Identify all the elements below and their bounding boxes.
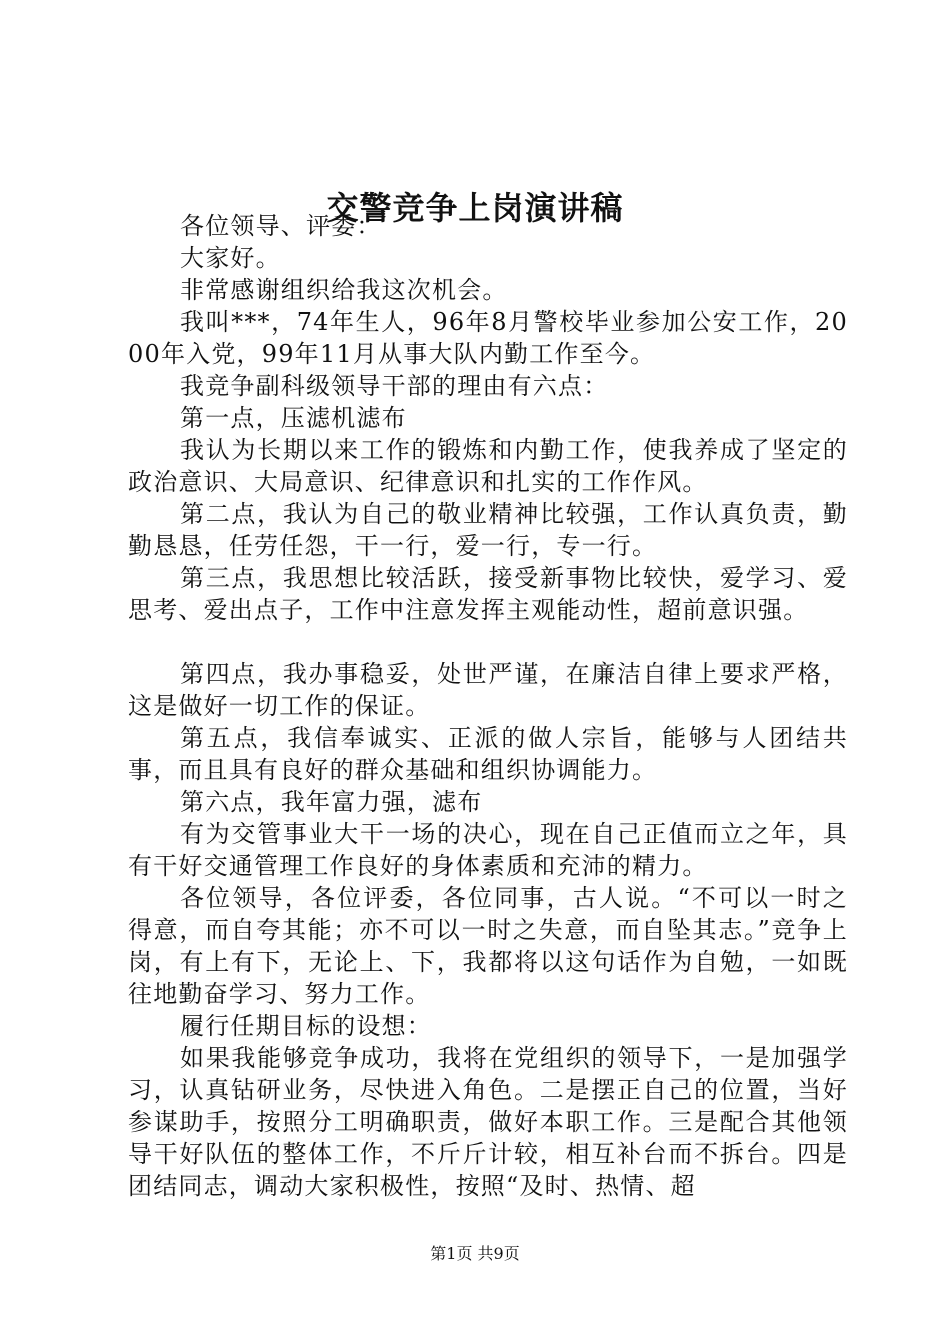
paragraph-thanks: 非常感谢组织给我这次机会。 — [180, 276, 508, 304]
page-footer: 第1页 共9页 — [430, 1244, 520, 1263]
document-title: 交警竞争上岗演讲稿 — [326, 189, 624, 227]
paragraph-point-2: 第二点，我认为自己的敬业精神比较强，工作认真负责，勤勤恳恳，任劳任怨，干一行，爱一行，专一行。 — [128, 500, 848, 560]
paragraph-intro: 我叫***，74年生人，96年8月警校毕业参加公安工作，2000年入党，99年11月从事大队内勤工作至今。 — [128, 308, 848, 368]
paragraph-closing: 各位领导，各位评委，各位同事，古人说。“不可以一时之得意，而自夸其能；亦不可以一时之失意，而自坠其志。”竞争上岗，有上有下，无论上、下，我都将以这句话作为自勉，一如既往地勤奋学习、努力工作。 — [128, 884, 848, 1008]
paragraph-spacer — [128, 626, 848, 658]
paragraph-reasons-heading: 我竞争副科级领导干部的理由有六点： — [180, 372, 609, 400]
paragraph-point-4: 第四点，我办事稳妥，处世严谨，在廉洁自律上要求严格，这是做好一切工作的保证。 — [128, 660, 848, 720]
paragraph-point-1: 我认为长期以来工作的锻炼和内勤工作，使我养成了坚定的政治意识、大局意识、纪律意识和扎实的工作作风。 — [128, 436, 848, 496]
paragraph-point-5: 第五点，我信奉诚实、正派的做人宗旨，能够与人团结共事，而且具有良好的群众基础和组织协调能力。 — [128, 724, 848, 784]
paragraph-greeting: 各位领导、评委： — [180, 212, 382, 240]
paragraph-hello: 大家好。 — [180, 244, 281, 272]
paragraph-point-6-heading: 第六点，我年富力强，滤布 — [180, 788, 483, 816]
paragraph-point-3: 第三点，我思想比较活跃，接受新事物比较快，爱学习、爱思考、爱出点子，工作中注意发挥主观能动性，超前意识强。 — [128, 564, 848, 624]
paragraph-goals: 如果我能够竞争成功，我将在党组织的领导下，一是加强学习，认真钻研业务，尽快进入角色。二是摆正自己的位置，当好参谋助手，按照分工明确职责，做好本职工作。三是配合其他领导干好队伍的整体工作，不斤斤计较，相互补台而不拆台。四是团结同志，调动大家积极性，按照“及时、热情、超 — [128, 1044, 848, 1200]
paragraph-point-6: 有为交管事业大干一场的决心，现在自己正值而立之年，具有干好交通管理工作良好的身体素质和充沛的精力。 — [128, 820, 848, 880]
paragraph-point-1-heading: 第一点，压滤机滤布 — [180, 404, 407, 432]
paragraph-goals-heading: 履行任期目标的设想： — [180, 1012, 432, 1040]
document-body — [128, 210, 848, 1202]
